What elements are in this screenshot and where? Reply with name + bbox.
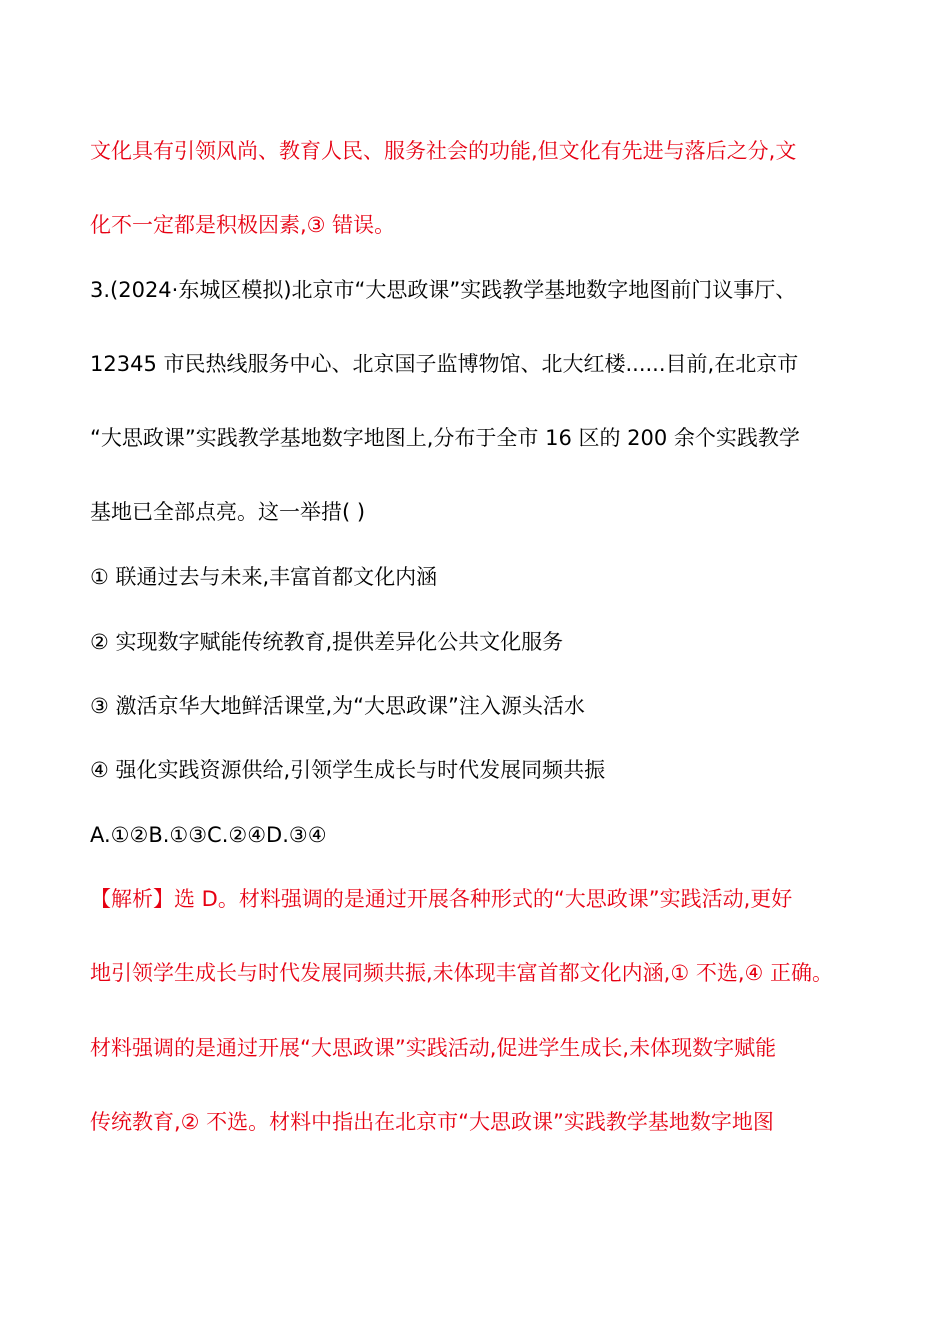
statement-3: ③ 激活京华大地鲜活课堂,为“大思政课”注入源头活水 [90, 694, 585, 718]
question-stem-line-1: 3.(2024·东城区模拟)北京市“大思政课”实践教学基地数字地图前门议事厅、 [90, 278, 797, 302]
analysis-line-4: 传统教育,② 不选。材料中指出在北京市“大思政课”实践教学基地数字地图 [90, 1110, 774, 1134]
prev-analysis-line-1: 文化具有引领风尚、教育人民、服务社会的功能,但文化有先进与落后之分,文 [90, 139, 797, 163]
question-stem-line-4: 基地已全部点亮。这一举措( ) [90, 500, 366, 524]
analysis-line-2: 地引领学生成长与时代发展同频共振,未体现丰富首都文化内涵,① 不选,④ 正确。 [90, 961, 834, 985]
question-stem-line-3: “大思政课”实践教学基地数字地图上,分布于全市 16 区的 200 余个实践教学 [90, 426, 800, 450]
analysis-line-1: 【解析】选 D。材料强调的是通过开展各种形式的“大思政课”实践活动,更好 [90, 887, 793, 911]
question-stem-line-2: 12345 市民热线服务中心、北京国子监博物馆、北大红楼......目前,在北京市 [90, 352, 799, 376]
statement-1: ① 联通过去与未来,丰富首都文化内涵 [90, 565, 438, 589]
statement-2: ② 实现数字赋能传统教育,提供差异化公共文化服务 [90, 630, 564, 654]
analysis-line-3: 材料强调的是通过开展“大思政课”实践活动,促进学生成长,未体现数字赋能 [90, 1036, 777, 1060]
answer-options: A.①②B.①③C.②④D.③④ [90, 823, 327, 847]
statement-4: ④ 强化实践资源供给,引领学生成长与时代发展同频共振 [90, 758, 606, 782]
prev-analysis-line-2: 化不一定都是积极因素,③ 错误。 [90, 213, 396, 237]
